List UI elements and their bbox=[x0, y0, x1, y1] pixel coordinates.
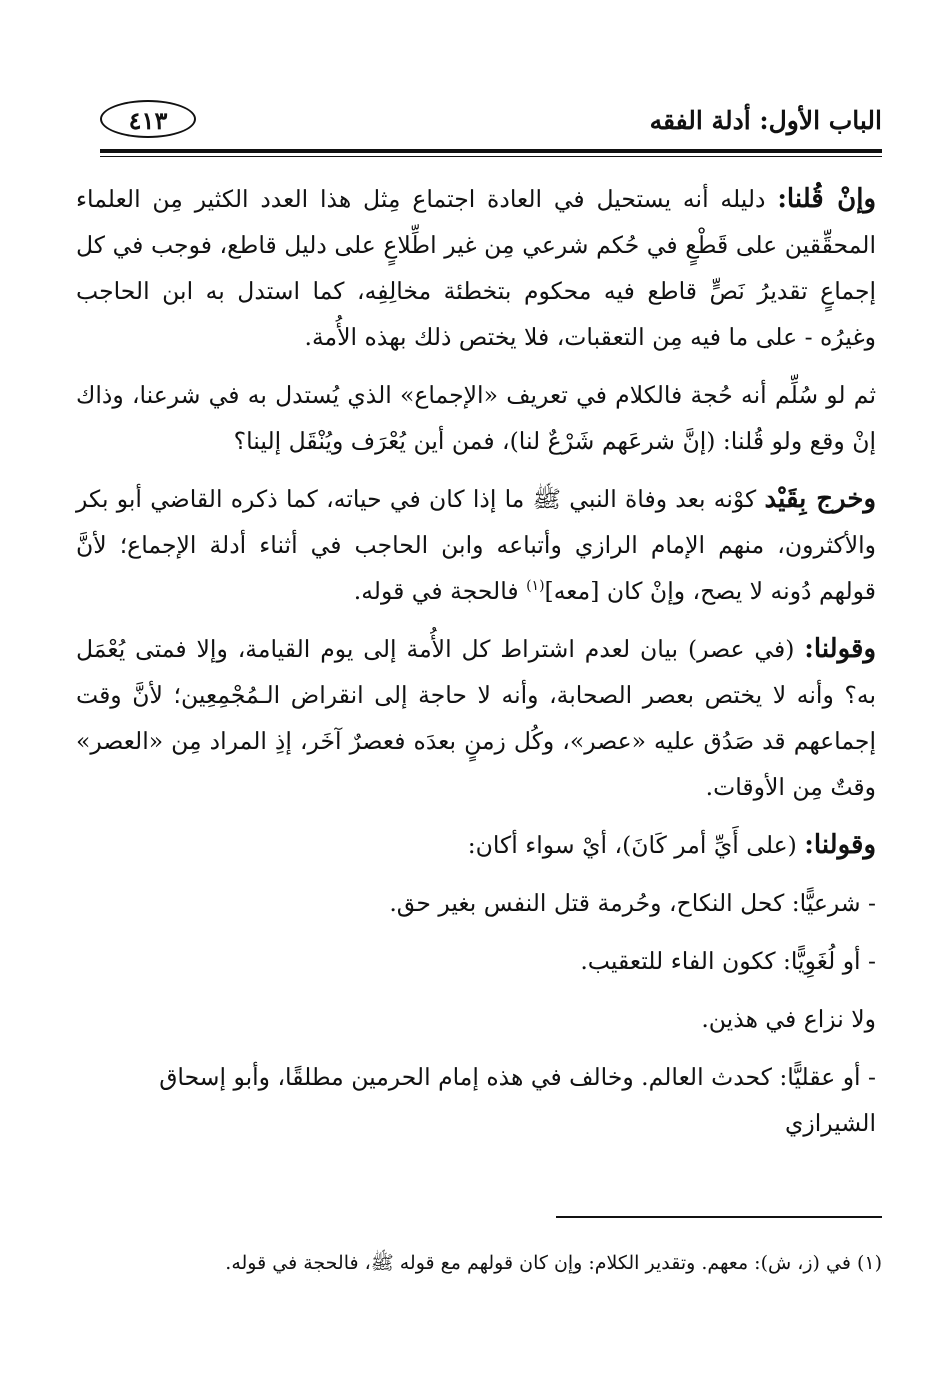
paragraph-text: (على أَيِّ أمر كَانَ)، أيْ سواء أكان: bbox=[467, 831, 805, 859]
list-item: - أو عقليًّا: كحدث العالم. وخالف في هذه إمام الحرمين مطلقًا، وأبو إسحاق الشيرازي bbox=[159, 1063, 876, 1137]
paragraph-text: ثم لو سُلِّم أنه حُجة فالكلام في تعريف «الإجماع» الذي يُستدل به في شرعنا، وذاك إنْ وقع ولو قُلنا: (إنَّ شرعَهم شَرْعٌ لنا)، فمن أين يُعْرَف ويُنْقَل إلينا؟ bbox=[76, 381, 876, 455]
header-rule-thin bbox=[100, 156, 882, 157]
paragraph-1 bbox=[76, 176, 876, 360]
paragraph-text: (في عصر) بيان لعدم اشتراط كل الأُمة إلى يوم القيامة، وإلا فمتى يُعْمَل به؟ وأنه لا يختص بعصر الصحابة، وأنه لا حاجة إلى انقراض الـمُجْمِعِين؛ لأنَّ وقت إجماعهم قد صَدُق عليه «عصر»، وكُل زمنٍ بعدَه فعصرٌ آخَر، إذِ المراد مِن «العصر» وقتٌ مِن الأوقات. bbox=[76, 635, 876, 801]
paragraph-lead: وقولنا: bbox=[804, 830, 876, 860]
list-item: - شرعيًّا: كحل النكاح، وحُرمة قتل النفس بغير حق. bbox=[389, 889, 876, 917]
footnote: (١) في (ز، ش): معهم. وتقدير الكلام: وإن كان قولهم مع قوله ﷺ، فالحجة في قوله. bbox=[225, 1252, 882, 1274]
paragraph-text: فالحجة في قوله. bbox=[353, 577, 527, 605]
page-number: ٤١٣ bbox=[100, 100, 196, 138]
main-text bbox=[76, 176, 876, 1158]
footnote-separator bbox=[556, 1216, 882, 1218]
paragraph-4 bbox=[76, 626, 876, 810]
paragraph-2 bbox=[76, 372, 876, 464]
paragraph-3 bbox=[76, 476, 876, 614]
header-rule-thick bbox=[100, 149, 882, 153]
chapter-title: الباب الأول: أدلة الفقه bbox=[649, 106, 882, 135]
list-item: ولا نزاع في هذين. bbox=[701, 1005, 876, 1033]
footnote-reference[interactable]: (١) bbox=[526, 578, 545, 595]
list-item: - أو لُغَوِيًّا: ككون الفاء للتعقيب. bbox=[580, 947, 876, 975]
page-header bbox=[100, 96, 882, 150]
paragraph-lead: وخرج بِقَيْد bbox=[764, 484, 876, 514]
paragraph-text: دليله أنه يستحيل في العادة اجتماع مِثل هذا العدد الكثير مِن العلماء المحقِّقين على قَطْعٍ في حُكم شرعي مِن غير اطِّلاعٍ على دليل قاطع، فوجب في كل إجماعٍ تقديرُ نَصٍّ قاطع فيه محكوم بتخطئة مخالِفِه، كما استدل به ابن الحاجب وغيرُه - على ما فيه مِن التعقبات، فلا يختص ذلك بهذه الأُمة. bbox=[76, 185, 876, 351]
paragraph-5 bbox=[76, 822, 876, 868]
paragraph-lead: وإنْ قُلنا: bbox=[777, 184, 876, 214]
paragraph-text: كوْنه بعد وفاة النبي ﷺ ما إذا كان في حياته، كما ذكره القاضي أبو بكر والأكثرون، منهم الإمام الرازي وأتباعه وابن الحاجب في أثناء أدلة الإجماع؛ لأنَّ قولهم دُونه لا يصح، وإنْ كان [معه] bbox=[76, 485, 876, 605]
paragraph-lead: وقولنا: bbox=[804, 634, 876, 664]
